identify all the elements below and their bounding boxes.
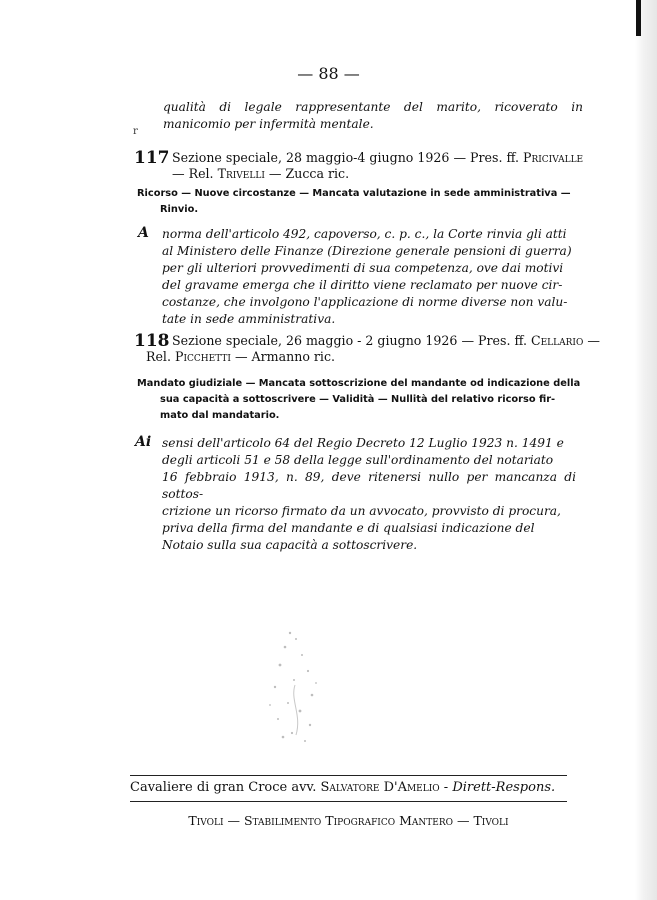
footer-rule-middle — [130, 801, 567, 802]
margin-mark: r — [133, 126, 138, 137]
entry-117-president: Pricivalle — [522, 150, 584, 165]
entry-117-body-line: del gravame emerga che il diritto viene reclamato per nuove cir- — [162, 278, 563, 292]
entry-117-body-line: norma dell'articolo 492, capoverso, c. p. c., la Corte rinvia gli atti — [162, 227, 567, 241]
entry-117-body — [162, 226, 576, 328]
entry-117-session: Sezione speciale, 28 maggio-4 giugno 1926 — Pres. ff. — [172, 150, 523, 165]
entry-118-body-line: 16 febbraio 1913, n. 89, deve ritenersi nullo per mancanza di sottos- — [162, 470, 576, 501]
entry-117-body-line: al Ministero delle Finanze (Direzione generale pensioni di guerra) — [162, 244, 572, 258]
entry-118-massima-line3: mato dal mandatario. — [160, 410, 280, 421]
footer-director-title: Cavaliere di gran Croce avv. — [130, 780, 321, 795]
entry-118-dash: — — [583, 333, 600, 348]
entry-117-body-line: per gli ulteriori provvedimenti di sua competenza, ove dai motivi — [162, 261, 564, 275]
footer-rule-top — [130, 775, 567, 776]
page-edge-mark — [636, 0, 641, 36]
entry-118-header-line2 — [146, 348, 335, 365]
entry-118-rapporteur: Picchetti — [174, 349, 231, 364]
footer-director — [130, 780, 567, 795]
entry-118-president: Cellario — [530, 333, 584, 348]
entry-118-body-line: sensi dell'articolo 64 del Regio Decreto 12 Luglio 1923 n. 1491 e — [162, 436, 564, 450]
entry-117-rel-label: — Rel. — [172, 166, 218, 181]
page-number: — 88 — — [297, 64, 360, 83]
entry-118-session: Sezione speciale, 26 maggio - 2 giugno 1926 — Pres. ff. — [172, 333, 531, 348]
page-edge-shadow — [635, 0, 657, 900]
entry-117-body-line: costanze, che involgono l'applicazione di norme diverse non valu- — [162, 295, 568, 309]
entry-117-header-line2 — [172, 165, 349, 182]
entry-118-body-line: priva della firma del mandante e di qualsiasi indicazione del — [162, 521, 535, 535]
entry-118-massima-line2: sua capacità a sottoscrivere — Validità — Nullità del relativo ricorso fir- — [160, 394, 556, 405]
entry-117-header-line1 — [172, 149, 583, 166]
footer-printer: Tivoli — Stabilimento Tipografico Mantero — Tivoli — [188, 813, 509, 828]
entry-118-initial: Ai — [135, 434, 152, 450]
entry-118-rel-label: Rel. — [146, 349, 175, 364]
entry-117-massima-line2: Rinvio. — [160, 204, 199, 215]
footer-director-sep: - — [439, 780, 453, 795]
entry-117-rapporteur: Trivelli — [217, 166, 265, 181]
entry-117-massima-line1: Ricorso — Nuove circostanze — Mancata valutazione in sede amministrativa — — [137, 188, 571, 199]
entry-118-body — [162, 435, 576, 554]
entry-118-massima-line1: Mandato giudiziale — Mancata sottoscrizione del mandante od indicazione della — [137, 378, 581, 389]
entry-118-body-line: Notaio sulla sua capacità a sottoscrivere. — [162, 538, 418, 552]
entry-118-body-line: degli articoli 51 e 58 della legge sull'ordinamento del notariato — [162, 453, 554, 467]
entry-117-body-line: tate in sede amministrativa. — [162, 312, 336, 326]
entry-number-118: 118 — [134, 331, 170, 351]
entry-117-appellant: — Zucca ric. — [264, 166, 350, 181]
continued-paragraph: qualità di legale rappresentante del marito, ricoverato in manicomio per infermità mentale. — [163, 100, 583, 131]
entry-117-initial: A — [138, 225, 149, 241]
footer-director-name: Salvatore D'Amelio — [320, 780, 440, 795]
entry-118-header-line1 — [172, 332, 600, 349]
entry-number-117: 117 — [134, 148, 170, 168]
entry-118-appellant: — Armanno ric. — [230, 349, 336, 364]
paper-stain — [250, 625, 340, 750]
entry-118-body-line: crizione un ricorso firmato da un avvocato, provvisto di procura, — [162, 504, 561, 518]
footer-director-role: Dirett-Respons. — [452, 780, 556, 795]
